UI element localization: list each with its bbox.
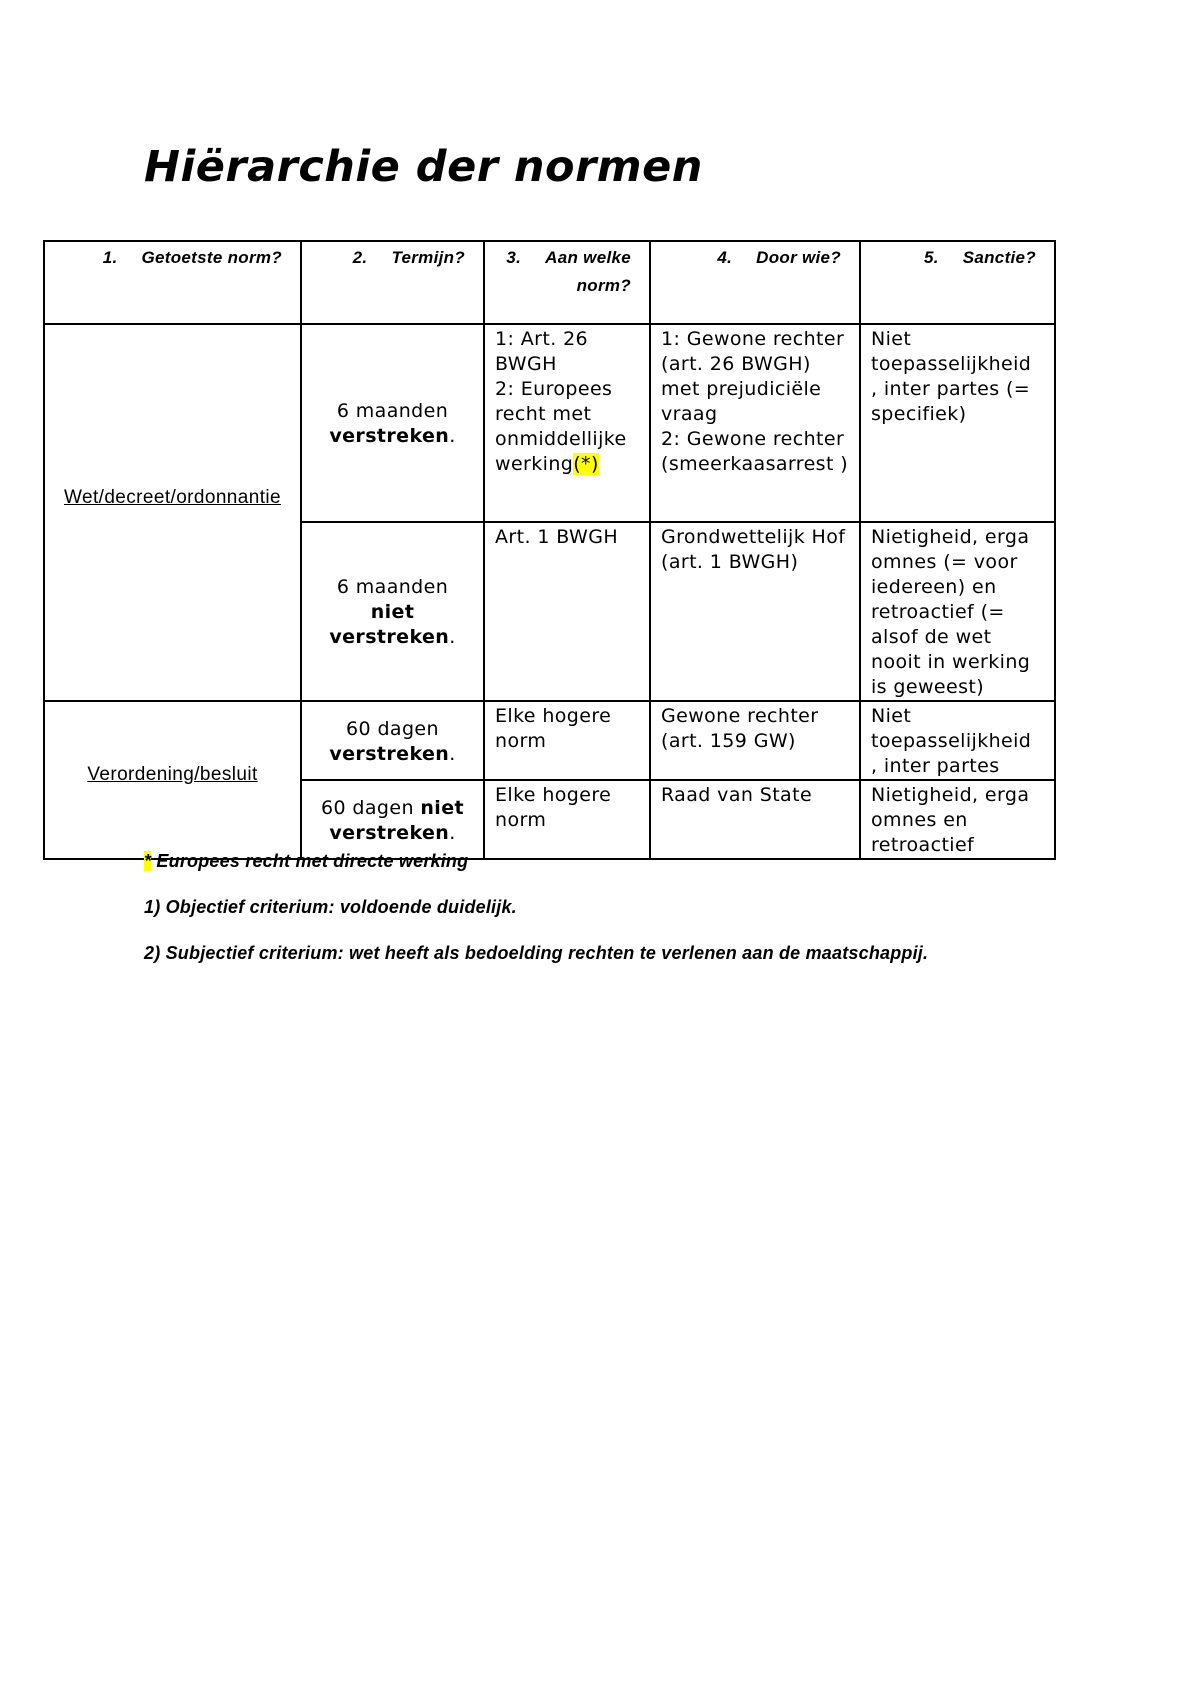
sanctie-cell: Niet toepasselijkheid , inter partes (= specifiek) (860, 324, 1055, 522)
termijn-cell: 6 maanden niet verstreken. (301, 522, 484, 701)
table-row (44, 324, 1055, 522)
termijn-cell: 60 dagen niet verstreken. (301, 780, 484, 859)
wie-cell: Raad van State (650, 780, 860, 859)
footnote: * Europees recht met directe werking (144, 851, 469, 871)
sanctie-cell: Niet toepasselijkheid , inter partes (860, 701, 1055, 780)
termijn-cell: 6 maanden verstreken. (301, 324, 484, 522)
header-termijn: 2. Termijn? (301, 241, 484, 324)
wie-cell: 1: Gewone rechter (art. 26 BWGH) met prejudiciële vraag 2: Gewone rechter (smeerkaasarrest ) (650, 324, 860, 522)
wie-cell: Gewone rechter (art. 159 GW) (650, 701, 860, 780)
norm-cell: 1: Art. 26 BWGH 2: Europees recht met onmiddellijke werking(*) (484, 324, 650, 522)
norm-cell: Elke hogere norm (484, 701, 650, 780)
wie-cell: Grondwettelijk Hof (art. 1 BWGH) (650, 522, 860, 701)
table-row (44, 701, 1055, 780)
header-aan-welke-norm: 3. Aan welke norm? (484, 241, 650, 324)
criterion-subjectief: 2) Subjectief criterium: wet heeft als bedoelding rechten te verlenen aan de maatschappij. (144, 943, 929, 963)
row-label-verordening: Verordening/besluit (44, 701, 301, 859)
sanctie-cell: Nietigheid, erga omnes en retroactief (860, 780, 1055, 859)
termijn-cell: 60 dagen verstreken. (301, 701, 484, 780)
page-title: Hiërarchie der normen (144, 142, 703, 192)
header-door-wie: 4. Door wie? (650, 241, 860, 324)
sanctie-cell: Nietigheid, erga omnes (= voor iedereen) en retroactief (= alsof de wet nooit in werking is geweest) (860, 522, 1055, 701)
footnote-marker: (*) (573, 453, 599, 475)
row-label-wet: Wet/decreet/ordonnantie (44, 324, 301, 701)
criterion-objectief: 1) Objectief criterium: voldoende duidelijk. (144, 897, 517, 917)
norm-cell: Art. 1 BWGH (484, 522, 650, 701)
header-getoetste-norm: 1. Getoetste norm? (44, 241, 301, 324)
norm-cell: Elke hogere norm (484, 780, 650, 859)
header-sanctie: 5. Sanctie? (860, 241, 1055, 324)
footnote-star: * (144, 851, 152, 871)
table-header-row (44, 241, 1055, 324)
norms-table (43, 240, 1056, 860)
notes-section (144, 850, 928, 988)
